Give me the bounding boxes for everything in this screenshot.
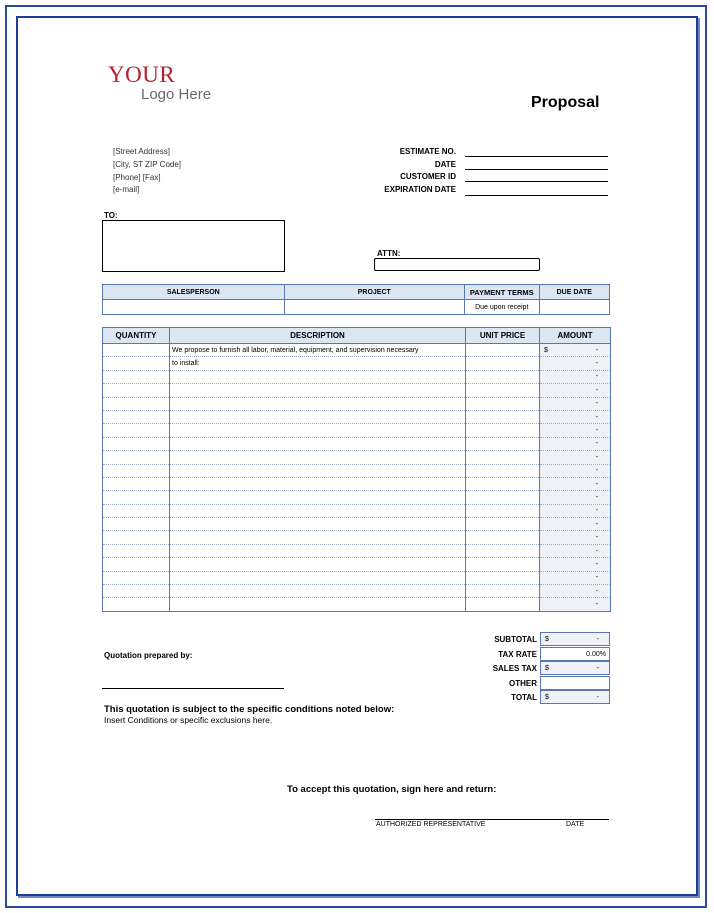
table-row: We propose to furnish all labor, material, equipment, and supervision necessary $ - <box>103 344 611 357</box>
signature-date-label: DATE <box>566 821 585 828</box>
project-header: PROJECT <box>284 285 464 300</box>
expiration-date-label: EXPIRATION DATE <box>384 185 456 194</box>
to-label: TO: <box>104 211 118 220</box>
to-address-box[interactable] <box>102 220 285 272</box>
attn-field[interactable] <box>374 258 540 271</box>
due-date-cell[interactable] <box>539 300 609 315</box>
other-label: OTHER <box>509 679 537 688</box>
date-label: DATE <box>434 160 456 169</box>
table-row: - <box>103 410 611 423</box>
conditions-title: This quotation is subject to the specific conditions noted below: <box>104 704 395 715</box>
table-row: - <box>103 464 611 477</box>
description-cell[interactable]: to install: <box>170 357 466 370</box>
payment-terms-header: PAYMENT TERMS <box>464 285 539 300</box>
total-value: $ - <box>540 690 610 704</box>
info-table <box>102 284 610 315</box>
accept-instruction: To accept this quotation, sign here and return: <box>287 784 497 795</box>
tax-rate-label: TAX RATE <box>498 650 537 659</box>
payment-terms-cell[interactable]: Due upon receipt <box>464 300 539 315</box>
unit-price-header: UNIT PRICE <box>466 328 540 344</box>
table-row: - <box>103 397 611 410</box>
conditions-text[interactable]: Insert Conditions or specific exclusions here. <box>104 715 273 725</box>
table-row: - <box>103 424 611 437</box>
customer-id-label: CUSTOMER ID <box>400 172 456 181</box>
total-label: TOTAL <box>511 693 537 702</box>
table-row: - <box>103 370 611 383</box>
amount-header: AMOUNT <box>540 328 611 344</box>
prepared-by-signature-line[interactable] <box>102 688 284 689</box>
customer-id-field[interactable] <box>465 181 608 182</box>
logo-text-here: Logo Here <box>141 86 212 103</box>
description-cell[interactable]: We propose to furnish all labor, material, equipment, and supervision necessary <box>170 344 466 357</box>
date-field[interactable] <box>465 169 608 170</box>
table-row: - <box>103 544 611 557</box>
salesperson-header: SALESPERSON <box>103 285 285 300</box>
table-row: - <box>103 558 611 571</box>
company-city: [City, ST ZIP Code] <box>113 160 182 169</box>
table-row: - <box>103 477 611 490</box>
project-cell[interactable] <box>284 300 464 315</box>
other-value[interactable] <box>540 676 610 690</box>
due-date-header: DUE DATE <box>539 285 609 300</box>
document-title: Proposal <box>531 94 600 111</box>
authorized-rep-label: AUTHORIZED REPRESENTATIVE <box>376 821 486 828</box>
prepared-by-label: Quotation prepared by: <box>104 651 193 660</box>
table-row: - <box>103 384 611 397</box>
table-row: to install: - <box>103 357 611 370</box>
table-row: - <box>103 491 611 504</box>
description-header: DESCRIPTION <box>170 328 466 344</box>
company-phone-fax: [Phone] [Fax] <box>113 173 161 182</box>
table-row: - <box>103 571 611 584</box>
table-row: - <box>103 451 611 464</box>
line-items-table <box>102 327 611 612</box>
subtotal-value: $ - <box>540 632 610 646</box>
table-row: - <box>103 437 611 450</box>
quantity-header: QUANTITY <box>103 328 170 344</box>
logo-text-your: YOUR <box>108 62 176 87</box>
table-row: - <box>103 585 611 598</box>
tax-rate-value[interactable]: 0.00% <box>540 647 610 661</box>
estimate-no-field[interactable] <box>465 156 608 157</box>
signature-line[interactable] <box>375 819 609 820</box>
subtotal-label: SUBTOTAL <box>494 635 537 644</box>
sales-tax-label: SALES TAX <box>492 664 537 673</box>
currency-symbol: $ <box>544 346 548 354</box>
table-row: - <box>103 531 611 544</box>
estimate-no-label: ESTIMATE NO. <box>399 147 456 156</box>
company-email: [e-mail] <box>113 185 140 194</box>
expiration-date-field[interactable] <box>465 195 608 196</box>
sales-tax-value: $ - <box>540 661 610 675</box>
table-row: - <box>103 504 611 517</box>
attn-label: ATTN: <box>377 249 401 258</box>
table-row: - <box>103 598 611 611</box>
table-row: - <box>103 518 611 531</box>
company-street: [Street Address] <box>113 147 170 156</box>
salesperson-cell[interactable] <box>103 300 285 315</box>
